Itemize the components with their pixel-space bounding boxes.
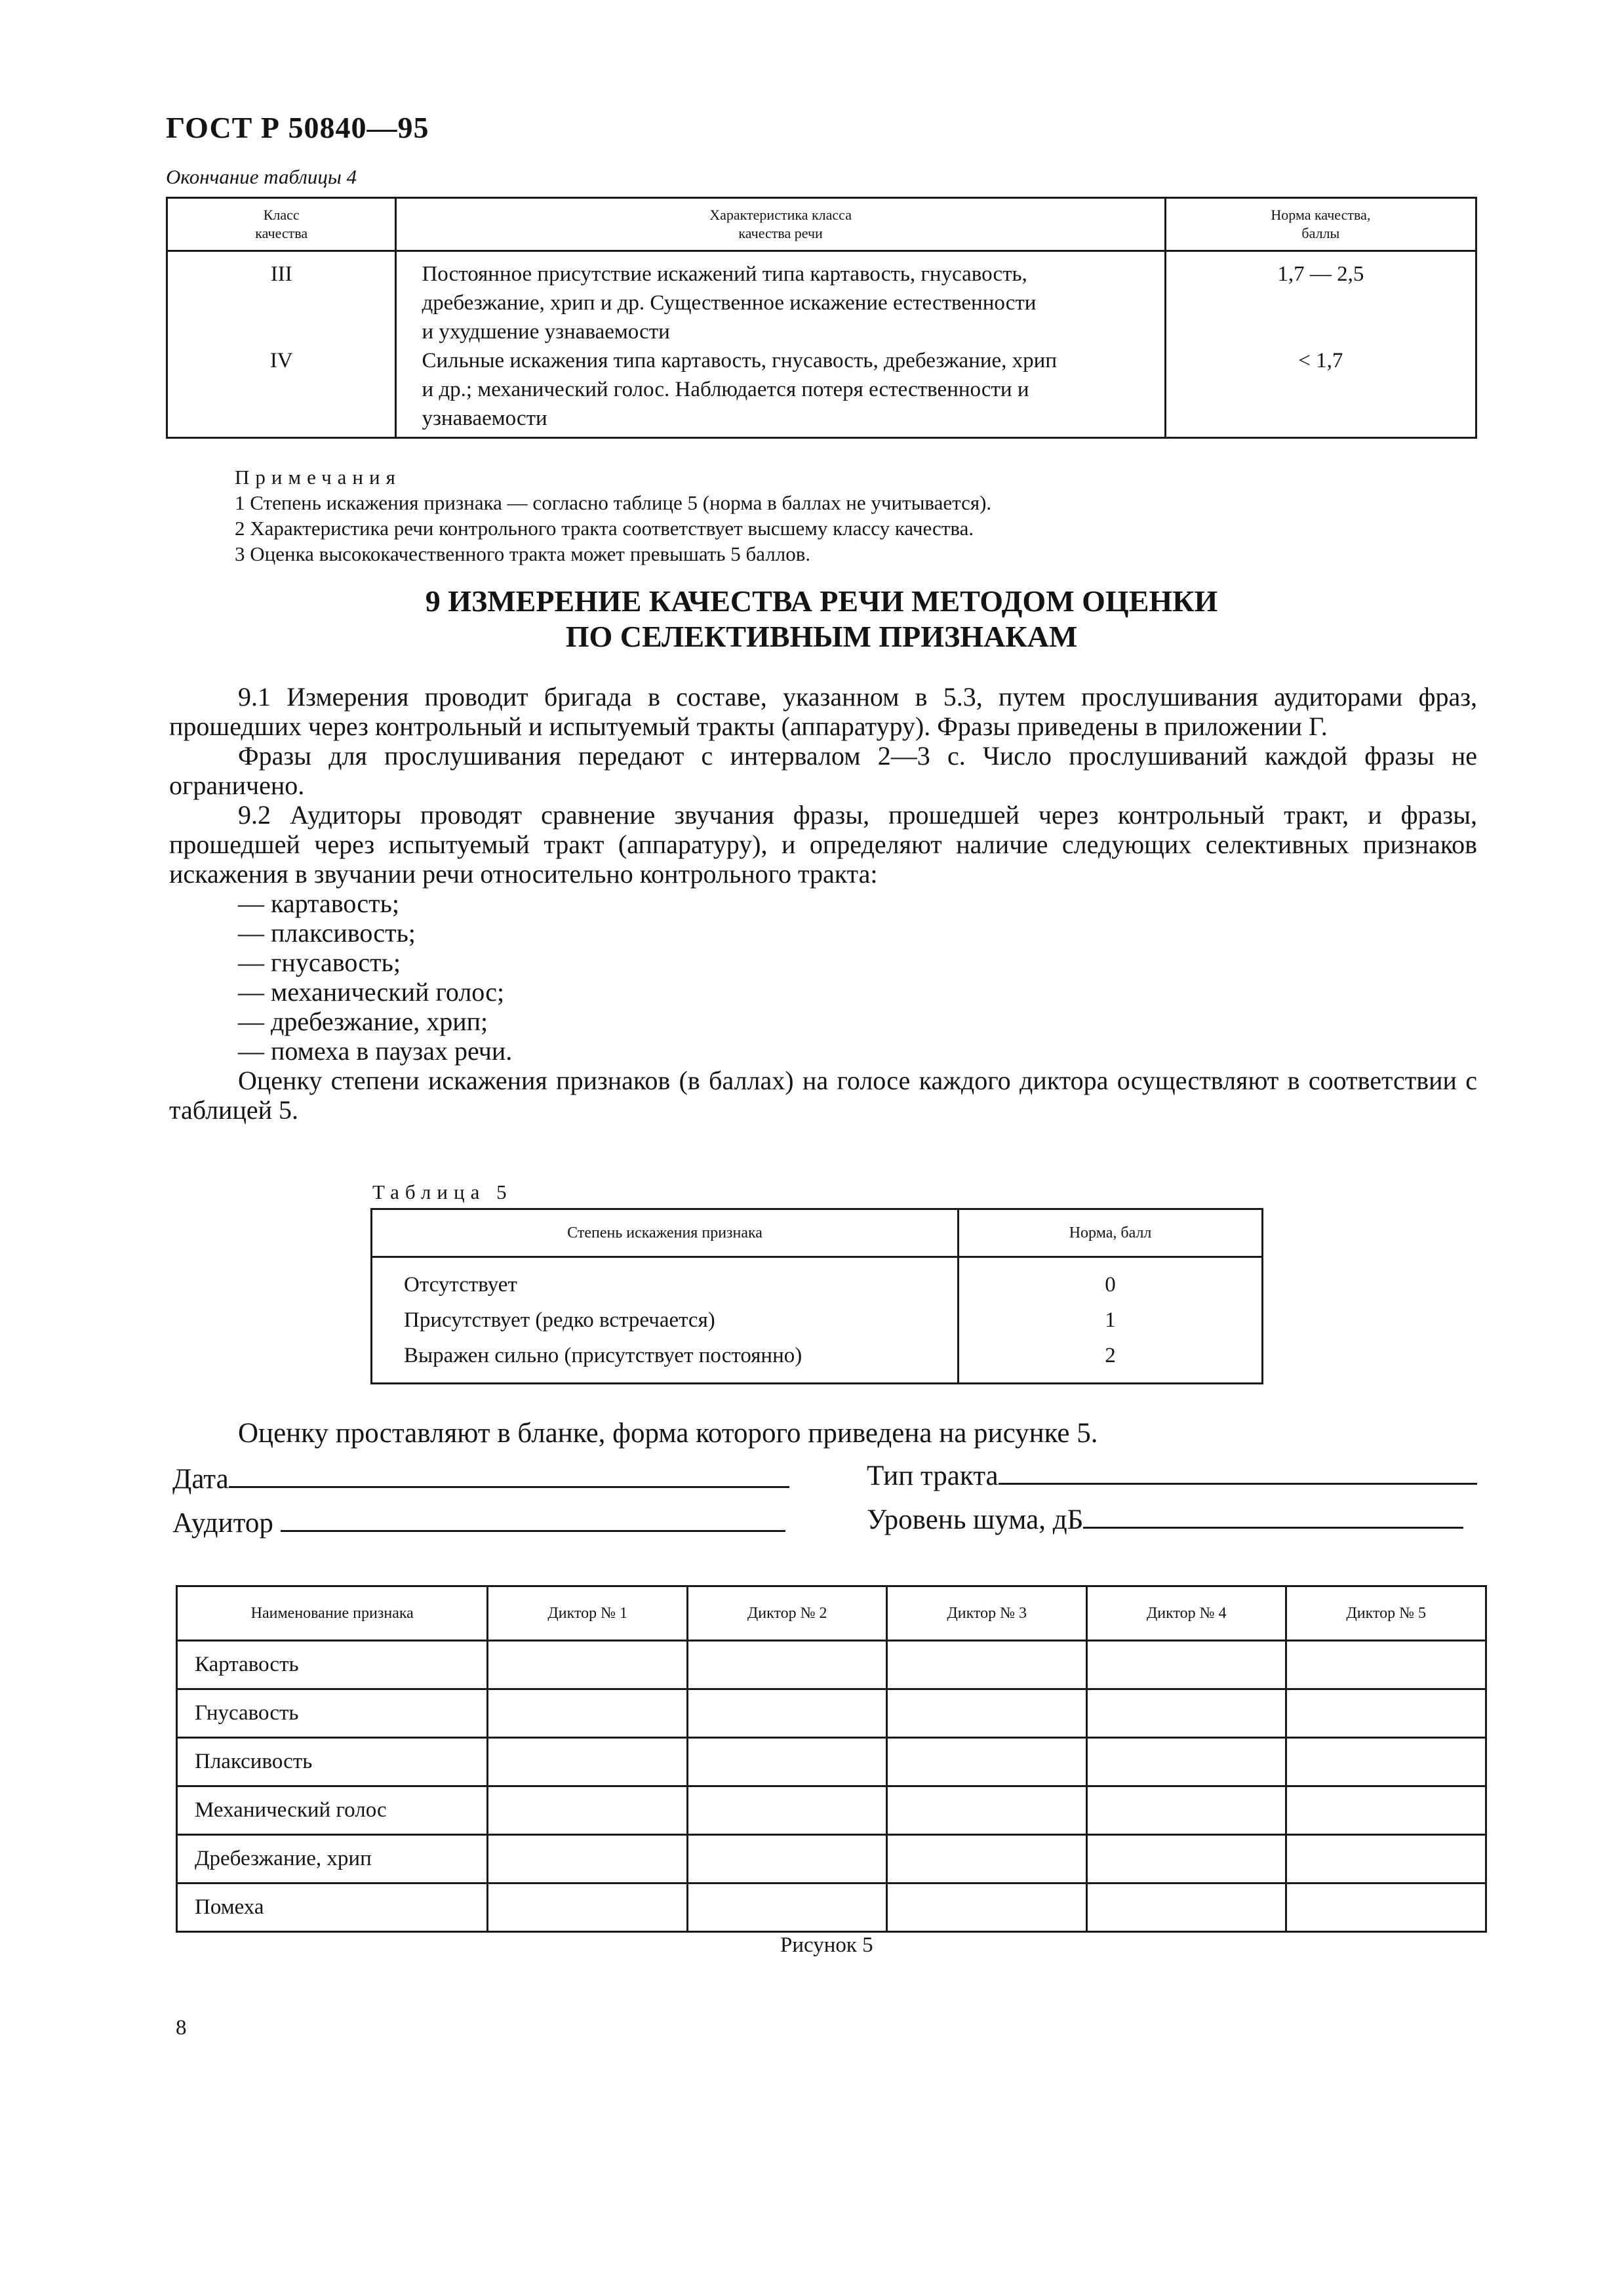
rating-form-row-label: Плаксивость	[177, 1738, 488, 1786]
rating-form-header-speaker-1: Диктор № 1	[488, 1586, 688, 1641]
rating-cell[interactable]	[1286, 1786, 1486, 1835]
table5-labels-cell	[372, 1257, 959, 1384]
rating-cell[interactable]	[488, 1835, 688, 1883]
rating-cell[interactable]	[887, 1786, 1087, 1835]
date-label: Дата	[172, 1464, 229, 1495]
note-1: 1 Степень искажения признака — согласно таблице 5 (норма в баллах не учитывается).	[235, 491, 992, 514]
table5-header-row	[372, 1209, 1263, 1257]
table-row	[177, 1641, 1486, 1689]
table4-description-cell	[396, 251, 1165, 438]
paragraph-9-1: 9.1 Измерения проводит бригада в составе, указанном в 5.3, путем прослушивания аудиторами фраз, прошедших через контрольный и испытуемый тракты (аппаратуру). Фразы приведены в приложении Г.	[169, 682, 1477, 741]
auditor-line	[281, 1505, 785, 1532]
date-line	[229, 1461, 789, 1488]
table4-desc-iii-line3: и ухудшение узнаваемости	[422, 320, 670, 344]
rating-cell[interactable]	[687, 1786, 887, 1835]
form-intro-text: Оценку проставляют в бланке, форма которого приведена на рисунке 5.	[238, 1418, 1098, 1449]
table4-norm-iii: 1,7 — 2,5	[1277, 262, 1364, 286]
table4-desc-iv-line2: и др.; механический голос. Наблюдается потеря естественности и	[422, 378, 1029, 401]
rating-form-header-row	[177, 1586, 1486, 1641]
table5-caption: Таблица 5	[372, 1180, 513, 1203]
table4-header-norm: Норма качества, баллы	[1165, 198, 1476, 251]
table5-body-row	[372, 1257, 1263, 1384]
table4-class-iv: IV	[269, 349, 293, 373]
table-row	[177, 1883, 1486, 1932]
table5-row-value: 0	[1105, 1273, 1116, 1297]
paragraph-9-2: 9.2 Аудиторы проводят сравнение звучания фразы, прошедшей через контрольный тракт, и фразы, прошедшей через испытуемый тракт (аппаратуру), и определяют наличие следующих селективных признаков искажения в звучании речи относительно контрольного тракта:	[169, 800, 1477, 889]
rating-form-header-speaker-5: Диктор № 5	[1286, 1586, 1486, 1641]
noise-level-field	[867, 1502, 1463, 1536]
rating-form-header-speaker-4: Диктор № 4	[1086, 1586, 1286, 1641]
table4-header-class: Класс качества	[167, 198, 396, 251]
table4-desc-iv-line1: Сильные искажения типа картавость, гнусавость, дребезжание, хрип	[422, 349, 1057, 373]
auditor-label: Аудитор	[172, 1508, 273, 1539]
rating-form-row-label: Механический голос	[177, 1786, 488, 1835]
rating-cell[interactable]	[887, 1689, 1087, 1738]
path-type-field	[867, 1458, 1477, 1492]
rating-form-header-speaker-2: Диктор № 2	[687, 1586, 887, 1641]
section-body	[169, 682, 1477, 1125]
rating-cell[interactable]	[1286, 1689, 1486, 1738]
rating-cell[interactable]	[1086, 1641, 1286, 1689]
table-row	[177, 1786, 1486, 1835]
table5-row-value: 1	[1105, 1308, 1116, 1332]
table4-header-characteristic: Характеристика класса качества речи	[396, 198, 1165, 251]
section-title	[166, 584, 1477, 655]
rating-cell[interactable]	[1086, 1689, 1286, 1738]
table4-caption: Окончание таблицы 4	[166, 165, 357, 188]
paragraph-phrases: Фразы для прослушивания передают с интервалом 2—3 с. Число прослушиваний каждой фразы не ограничено.	[169, 741, 1477, 800]
rating-cell[interactable]	[687, 1883, 887, 1932]
list-item: — гнусавость;	[238, 948, 401, 977]
rating-cell[interactable]	[488, 1738, 688, 1786]
rating-form-row-label: Дребезжание, хрип	[177, 1835, 488, 1883]
rating-cell[interactable]	[488, 1641, 688, 1689]
auditor-field	[172, 1505, 785, 1539]
table5-row-label: Выражен сильно (присутствует постоянно)	[404, 1344, 802, 1367]
path-type-label: Тип тракта	[867, 1460, 999, 1491]
noise-level-line	[1083, 1502, 1463, 1529]
table-row	[177, 1689, 1486, 1738]
figure-caption: Рисунок 5	[780, 1933, 873, 1957]
table4-norm-iv: < 1,7	[1298, 349, 1343, 373]
list-item: — помеха в паузах речи.	[238, 1036, 513, 1066]
rating-form-row-label: Картавость	[177, 1641, 488, 1689]
notes	[235, 464, 991, 567]
page-number: 8	[176, 2016, 187, 2040]
rating-cell[interactable]	[488, 1883, 688, 1932]
rating-form	[176, 1585, 1487, 1933]
table4	[166, 197, 1477, 439]
table-row	[177, 1835, 1486, 1883]
rating-form-header-speaker-3: Диктор № 3	[887, 1586, 1087, 1641]
rating-cell[interactable]	[887, 1835, 1087, 1883]
table5-values-cell	[959, 1257, 1263, 1384]
rating-cell[interactable]	[1086, 1738, 1286, 1786]
rating-cell[interactable]	[687, 1641, 887, 1689]
note-2: 2 Характеристика речи контрольного тракта соответствует высшему классу качества.	[235, 517, 974, 540]
rating-form-row-label: Помеха	[177, 1883, 488, 1932]
list-item: — картавость;	[238, 889, 399, 918]
rating-cell[interactable]	[1086, 1786, 1286, 1835]
table4-desc-iii-line1: Постоянное присутствие искажений типа картавость, гнусавость,	[422, 262, 1027, 286]
rating-form-row-label: Гнусавость	[177, 1689, 488, 1738]
list-item: — плаксивость;	[238, 918, 416, 948]
table4-desc-iii-line2: дребезжание, хрип и др. Существенное искажение естественности	[422, 291, 1037, 315]
rating-cell[interactable]	[1086, 1883, 1286, 1932]
rating-cell[interactable]	[488, 1689, 688, 1738]
rating-cell[interactable]	[1286, 1835, 1486, 1883]
list-item: — механический голос;	[238, 977, 505, 1007]
rating-cell[interactable]	[687, 1738, 887, 1786]
table5	[370, 1208, 1263, 1384]
rating-form-header-feature: Наименование признака	[177, 1586, 488, 1641]
rating-cell[interactable]	[1086, 1835, 1286, 1883]
notes-title: Примечания	[235, 466, 401, 489]
date-field	[172, 1461, 789, 1495]
list-item: — дребезжание, хрип;	[238, 1007, 488, 1036]
rating-cell[interactable]	[887, 1883, 1087, 1932]
table5-row-label: Присутствует (редко встречается)	[404, 1308, 715, 1332]
table4-desc-iv-line3: узнаваемости	[422, 407, 547, 430]
rating-cell[interactable]	[1286, 1641, 1486, 1689]
document-header: ГОСТ Р 50840—95	[166, 111, 429, 144]
noise-level-label: Уровень шума, дБ	[867, 1504, 1084, 1535]
rating-cell[interactable]	[1286, 1883, 1486, 1932]
form-intro	[169, 1419, 1477, 1448]
table4-body-row	[167, 251, 1476, 438]
table4-class-cell	[167, 251, 396, 438]
rating-cell[interactable]	[687, 1835, 887, 1883]
table4-class-iii: III	[270, 262, 292, 286]
table4-header-row	[167, 198, 1476, 251]
table5-header-degree: Степень искажения признака	[372, 1209, 959, 1257]
table4-norm-cell	[1165, 251, 1476, 438]
rating-cell[interactable]	[1286, 1738, 1486, 1786]
rating-cell[interactable]	[687, 1689, 887, 1738]
note-3: 3 Оценка высококачественного тракта может превышать 5 баллов.	[235, 542, 811, 565]
rating-cell[interactable]	[887, 1738, 1087, 1786]
table-row	[177, 1738, 1486, 1786]
rating-cell[interactable]	[887, 1641, 1087, 1689]
table5-header-norm: Норма, балл	[959, 1209, 1263, 1257]
table5-row-label: Отсутствует	[404, 1273, 517, 1297]
paragraph-table5-ref: Оценку степени искажения признаков (в баллах) на голосе каждого диктора осуществляют в соответствии с таблицей 5.	[169, 1066, 1477, 1125]
table5-row-value: 2	[1105, 1344, 1116, 1367]
path-type-line	[999, 1458, 1477, 1485]
rating-cell[interactable]	[488, 1786, 688, 1835]
section-title-line1: 9 ИЗМЕРЕНИЕ КАЧЕСТВА РЕЧИ МЕТОДОМ ОЦЕНКИ	[425, 584, 1218, 618]
section-title-line2: ПО СЕЛЕКТИВНЫМ ПРИЗНАКАМ	[565, 620, 1078, 653]
